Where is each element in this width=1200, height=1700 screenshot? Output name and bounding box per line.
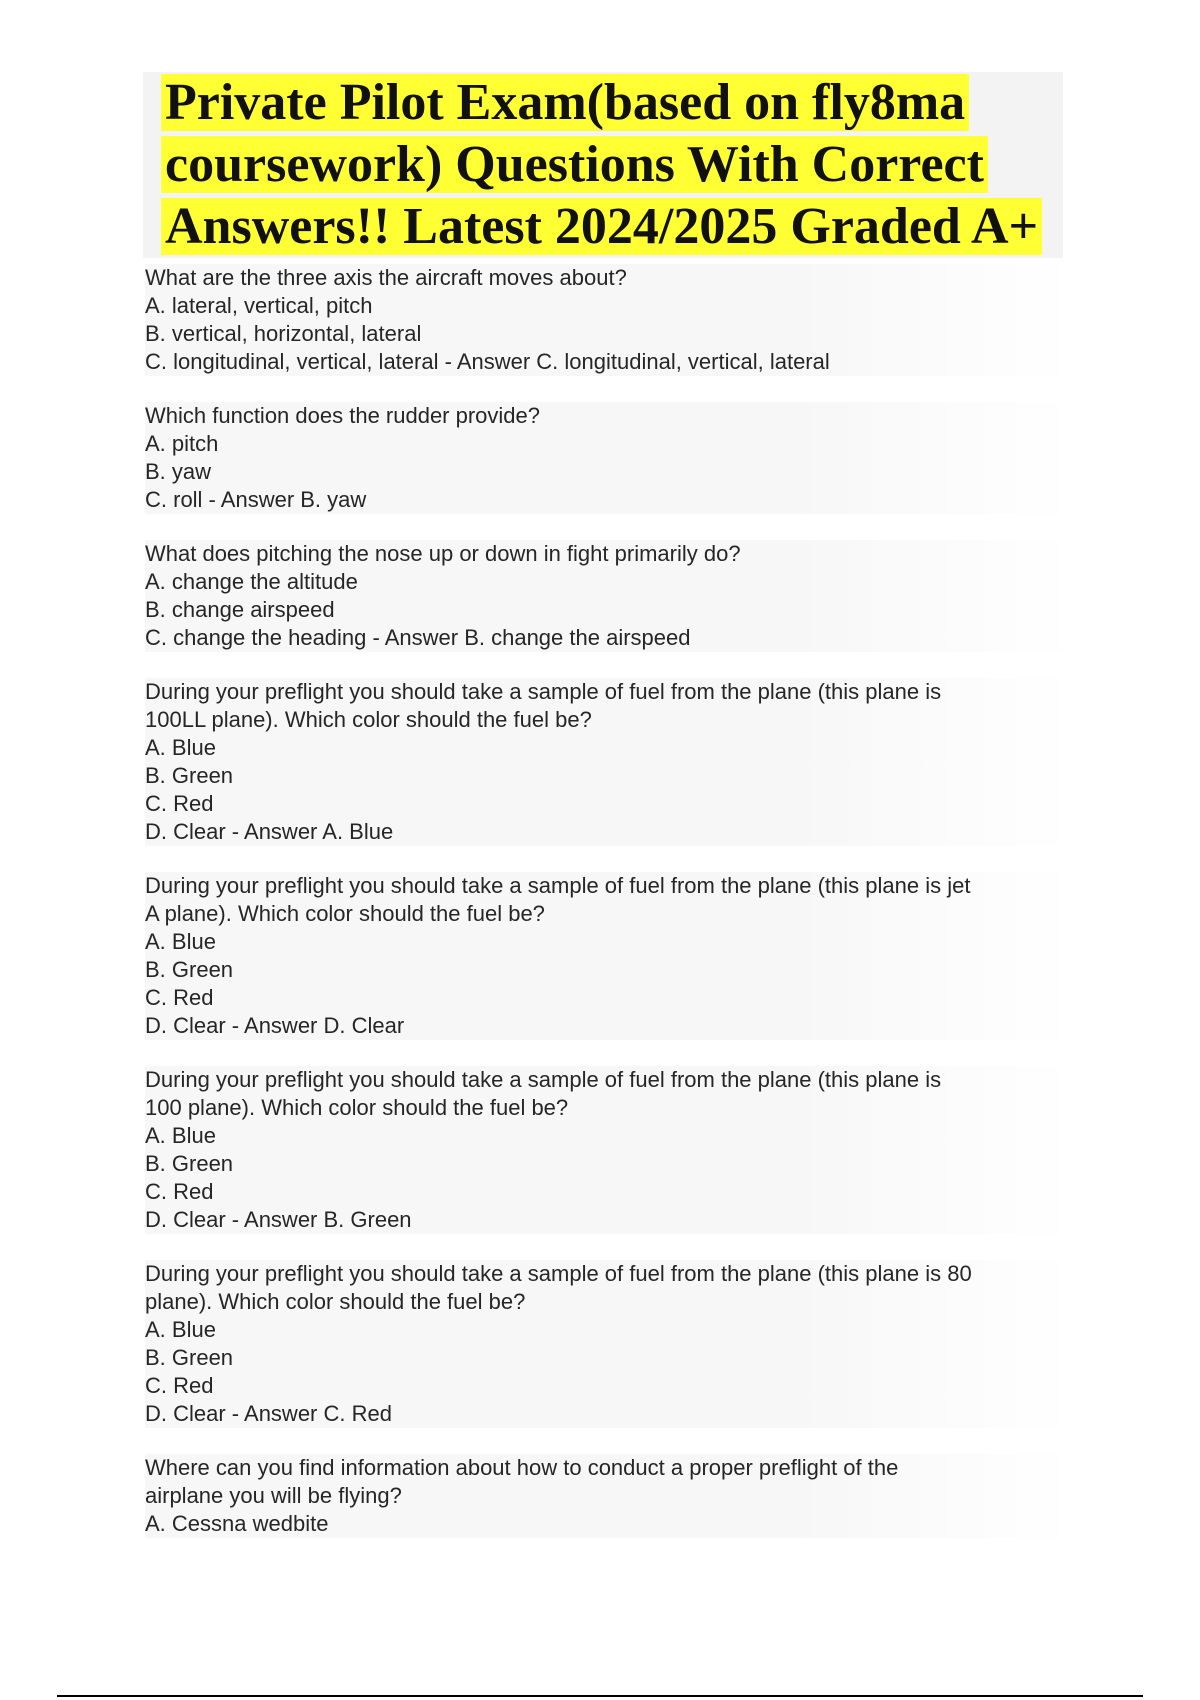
answer-option: A. change the altitude <box>145 569 358 594</box>
question-text: During your preflight you should take a sample of fuel from the plane (this plane is jet <box>145 873 971 898</box>
page-bottom-rule <box>57 1695 1143 1697</box>
answer-option: A. Blue <box>145 1317 216 1342</box>
document-title <box>143 72 1063 258</box>
answer-option: C. change the heading - Answer B. change the airspeed <box>145 625 691 650</box>
answer-option: airplane you will be flying? <box>145 1483 402 1508</box>
answer-option: D. Clear - Answer B. Green <box>145 1207 412 1232</box>
answer-option: A. Blue <box>145 1123 216 1148</box>
answer-option: B. Green <box>145 1345 234 1370</box>
question-block <box>145 872 1075 1040</box>
answer-option: C. Red <box>145 1179 214 1204</box>
question-block <box>145 264 1075 376</box>
question-block <box>145 1066 1075 1234</box>
answer-option: A. Cessna wedbite <box>145 1511 329 1536</box>
answer-option: A. lateral, vertical, pitch <box>145 293 373 318</box>
answer-option: D. Clear - Answer C. Red <box>145 1401 392 1426</box>
question-text: Which function does the rudder provide? <box>145 403 541 428</box>
answer-option: A plane). Which color should the fuel be? <box>145 901 545 926</box>
question-text: During your preflight you should take a sample of fuel from the plane (this plane is <box>145 1067 942 1092</box>
answer-option: B. yaw <box>145 459 212 484</box>
answer-option: C. Red <box>145 985 214 1010</box>
questions-list <box>145 264 1075 1564</box>
answer-option: 100LL plane). Which color should the fuel be? <box>145 707 592 732</box>
question-text: During your preflight you should take a sample of fuel from the plane (this plane is 80 <box>145 1261 972 1286</box>
question-block <box>145 540 1075 652</box>
answer-option: D. Clear - Answer A. Blue <box>145 819 394 844</box>
answer-option: D. Clear - Answer D. Clear <box>145 1013 405 1038</box>
question-block <box>145 678 1075 846</box>
answer-option: C. roll - Answer B. yaw <box>145 487 367 512</box>
title-block <box>143 72 1063 258</box>
answer-option: B. vertical, horizontal, lateral <box>145 321 422 346</box>
question-text: What does pitching the nose up or down in fight primarily do? <box>145 541 741 566</box>
document-title-text: Private Pilot Exam(based on fly8ma coursework) Questions With Correct Answers!! Latest 2024/2025 Graded A+ <box>161 74 1042 255</box>
answer-option: plane). Which color should the fuel be? <box>145 1289 526 1314</box>
question-block <box>145 1260 1075 1428</box>
question-block <box>145 1454 1075 1538</box>
answer-option: B. Green <box>145 763 234 788</box>
answer-option: C. Red <box>145 1373 214 1398</box>
answer-option: B. Green <box>145 1151 234 1176</box>
answer-option: 100 plane). Which color should the fuel be? <box>145 1095 569 1120</box>
answer-option: A. pitch <box>145 431 219 456</box>
answer-option: C. longitudinal, vertical, lateral - Answer C. longitudinal, vertical, lateral <box>145 349 830 374</box>
question-block <box>145 402 1075 514</box>
question-text: During your preflight you should take a sample of fuel from the plane (this plane is <box>145 679 942 704</box>
answer-option: B. change airspeed <box>145 597 335 622</box>
answer-option: B. Green <box>145 957 234 982</box>
question-text: What are the three axis the aircraft moves about? <box>145 265 627 290</box>
answer-option: A. Blue <box>145 929 216 954</box>
answer-option: A. Blue <box>145 735 216 760</box>
answer-option: C. Red <box>145 791 214 816</box>
question-text: Where can you find information about how to conduct a proper preflight of the <box>145 1455 899 1480</box>
